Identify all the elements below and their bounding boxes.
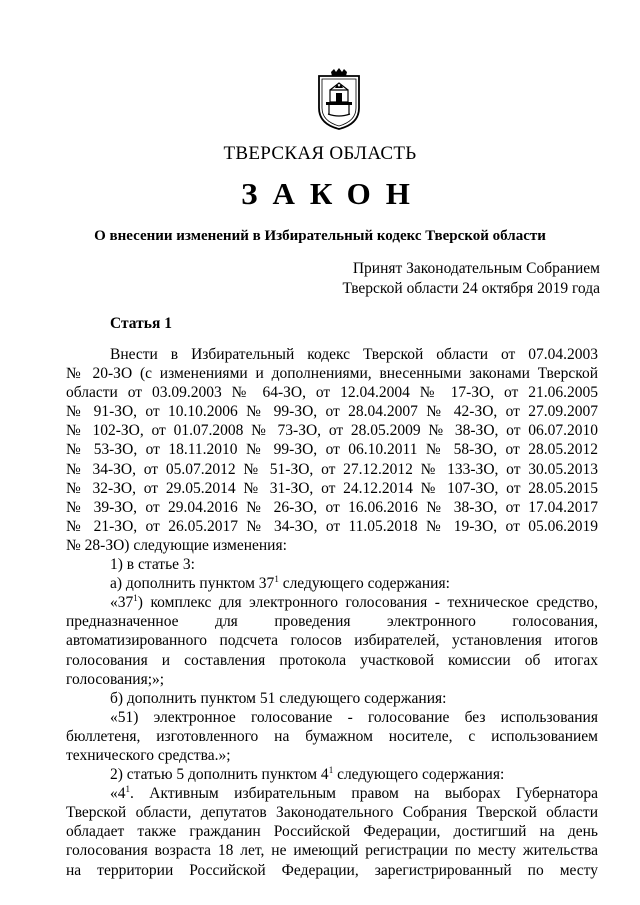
article-body [66, 345, 598, 880]
text-line: технического средства.»; [66, 746, 231, 764]
superscript: 1 [133, 593, 138, 604]
text-line: голосования возраста 18 лет, не имеющий регистрации по месту жительства [66, 842, 598, 860]
text-line: автоматизированного подсчета голосов избирателей, установления итогов [66, 632, 598, 650]
superscript: 1 [274, 574, 279, 585]
text-line: бюллетеня, изготовленного на бумажном носителе, с использованием [66, 727, 598, 745]
text-line: № 91-ЗО, от 10.10.2006 № 99-ЗО, от 28.04.2007 № 42-ЗО, от 27.09.2007 [66, 403, 598, 421]
superscript: 1 [328, 765, 334, 776]
text-line: голосования и составления протокола участковой комиссии об итогах [66, 651, 598, 669]
text-fragment: . Активным избирательным правом на выборах Губернатора [130, 785, 598, 803]
text-line [66, 765, 598, 784]
text-line: 1) в статье 3: [110, 556, 195, 574]
text-line [66, 574, 598, 593]
text-line: области от 03.09.2003 № 64-ЗО, от 12.04.2004 № 17-ЗО, от 21.06.2005 [66, 384, 598, 402]
text-fragment: ) комплекс для электронного голосования - техническое средство, [137, 594, 598, 612]
text-fragment: «4 [110, 785, 126, 803]
adoption-line-2: Тверской области 24 октября 2019 года [342, 280, 600, 297]
text-line [66, 784, 598, 803]
text-line: № 32-ЗО, от 29.05.2014 № 31-ЗО, от 24.12.2014 № 107-ЗО, от 28.05.2015 [66, 479, 598, 497]
region-title: ТВЕРСКАЯ ОБЛАСТЬ [223, 143, 417, 164]
text-line [66, 593, 598, 612]
article-title: Статья 1 [110, 315, 172, 332]
text-line: Внести в Избирательный кодекс Тверской области от 07.04.2003 [110, 346, 598, 363]
text-line: № 102-ЗО, от 01.07.2008 № 73-ЗО, от 28.05.2009 № 38-ЗО, от 06.07.2010 [66, 422, 598, 440]
coat-of-arms-icon [316, 68, 362, 130]
text-line: № 28-ЗО) следующие изменения: [66, 536, 287, 554]
text-line: № 20-ЗО (с изменениями и дополнениями, внесенными законами Тверской [66, 365, 598, 383]
law-subject: О внесении изменений в Избирательный кодекс Тверской области [94, 228, 546, 244]
text-line: № 53-ЗО, от 18.11.2010 № 99-ЗО, от 06.10.2011 № 58-ЗО, от 28.05.2012 [66, 441, 598, 459]
text-line: «51) электронное голосование - голосование без использования [110, 708, 598, 726]
text-line: Тверской области, депутатов Законодательного Собрания Тверской области [66, 804, 598, 822]
text-line: № 34-ЗО, от 05.07.2012 № 51-ЗО, от 27.12.2012 № 133-ЗО, от 30.05.2013 [66, 460, 598, 478]
text-fragment: следующего содержания: [278, 575, 450, 593]
adoption-note [343, 259, 601, 299]
document-type: ЗАКОН [241, 176, 425, 211]
text-line: № 39-ЗО, от 29.04.2016 № 26-ЗО, от 16.06.2016 № 38-ЗО, от 17.04.2017 [66, 498, 598, 516]
text-line: обладает также гражданин Российской Федерации, достигший на день [66, 823, 598, 841]
text-line: № 21-ЗО, от 26.05.2017 № 34-ЗО, от 11.05.2018 № 19-ЗО, от 05.06.2019 [66, 517, 598, 535]
text-fragment: «37 [110, 594, 134, 612]
superscript: 1 [125, 784, 130, 795]
text-line: предназначенное для проведения электронного голосования, [66, 613, 598, 631]
adoption-line-1: Принят Законодательным Собранием [352, 260, 600, 277]
text-line: на территории Российской Федерации, зарегистрированный по месту [66, 861, 598, 879]
text-fragment: а) дополнить пунктом 37 [110, 575, 275, 593]
text-line: б) дополнить пунктом 51 следующего содержания: [110, 689, 447, 707]
text-line: голосования;»; [66, 670, 165, 688]
text-fragment: следующего содержания: [333, 766, 505, 784]
text-fragment: 2) статью 5 дополнить пунктом 4 [110, 766, 329, 784]
